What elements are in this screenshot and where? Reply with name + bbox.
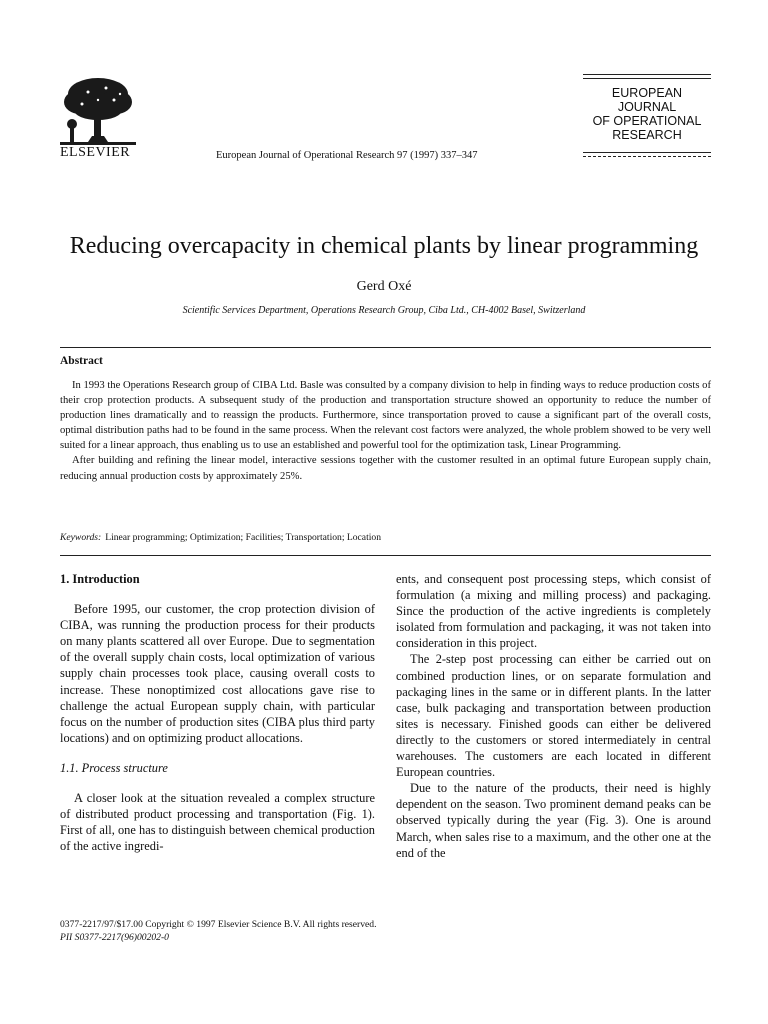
abstract-paragraph: In 1993 the Operations Research group of CIBA Ltd. Basle was consulted by a company division to help in finding ways to reduce production costs of their crop protection products. A subsequent study of the production and transportation structure showed an opportunity to reduce the number of production lines dramatically and to reassign the products. Furthermore, since transportation proved to cause a significant part of the overall costs, optimal distribution paths had to be found in the same process. When the relevant cost factors were analyzed, the whole problem showed to be very well suited for a linear approach, thus enabling us to use an established and powerful tool for the optimization task, Linear Programming. [60, 380, 711, 452]
journal-masthead [583, 74, 711, 160]
body-column-right [396, 571, 711, 861]
journal-name-line: OF OPERATIONAL [592, 114, 702, 128]
journal-name [583, 86, 711, 142]
pii-line: PII S0377-2217(96)00202-0 [60, 932, 169, 943]
body-paragraph: A closer look at the situation revealed a complex structure of distributed product processing and transportation (Fig. 1). First of all, one has to distinguish between chemical production of the active ingredi- [60, 791, 375, 854]
elsevier-tree-logo-icon [58, 72, 138, 152]
journal-name-line: JOURNAL [617, 100, 677, 114]
journal-name-line: RESEARCH [612, 128, 682, 142]
body-paragraph: Before 1995, our customer, the crop protection division of CIBA, was running the production process for their products on many plants scattered all over Europe. Due to segmentation of the overall supply chain costs, local optimization of various supply chain processes took place, causing overall costs to increase. These nonoptimized cost allocations gave rise to challenge the actual European supply chain, with particular focus on the number of production sites (CIBA plus third party locations) and on optimizing product allocations. [60, 602, 375, 745]
masthead-rule-top-inner [583, 78, 711, 79]
subsection-heading: 1.1. Process structure [60, 760, 168, 775]
body-paragraph: ents, and consequent post processing steps, which consist of formulation (a mixing and milling process) and packaging. Since the production of the active ingredients is completely isolated from formulation and packaging, it was not taken into consideration in this project. [396, 572, 711, 651]
copyright-footer [60, 918, 376, 944]
abstract-body [60, 378, 711, 484]
body-paragraph: The 2-step post processing can either be carried out on combined production lines, or on separate formulation and packaging lines in the same or in different plants. In the latter case, bulk packaging and transportation between production sites is necessary. Finished goods can either be delivered directly to the customers or stored intermediately in central warehouses. The customers are each located in different European countries. [396, 652, 711, 780]
body-paragraph: Due to the nature of the products, their need is highly dependent on the season. Two prominent demand peaks can be observed typically during the year (Fig. 3). One is around March, when sales rise to a maximum, and the other one at the end of the [396, 781, 711, 860]
masthead-rule-bottom [583, 152, 711, 153]
keywords [60, 532, 381, 543]
masthead-rule-bottom-inner [583, 156, 711, 157]
copyright-line: 0377-2217/97/$17.00 Copyright © 1997 Elsevier Science B.V. All rights reserved. [60, 919, 377, 930]
author-affiliation: Scientific Services Department, Operations Research Group, Ciba Ltd., CH-4002 Basel, Switzerland [182, 305, 586, 316]
article-title: Reducing overcapacity in chemical plants by linear programming [69, 233, 699, 259]
masthead-rule-top [583, 74, 711, 75]
abstract-heading: Abstract [60, 355, 103, 367]
abstract-bottom-rule [60, 555, 711, 556]
publisher-name: ELSEVIER [60, 145, 131, 160]
body-column-left [60, 571, 375, 854]
journal-citation: European Journal of Operational Research 97 (1997) 337–347 [216, 150, 478, 161]
keywords-list: Linear programming; Optimization; Facilities; Transportation; Location [105, 532, 381, 543]
section-heading: 1. Introduction [60, 572, 140, 586]
keywords-label: Keywords: [60, 532, 102, 543]
abstract-paragraph: After building and refining the linear model, interactive sessions together with the customer resulted in an optimal future European supply chain, reducing annual production costs by approximately 25%. [60, 455, 711, 482]
journal-name-line: EUROPEAN [611, 86, 683, 100]
abstract-top-rule [60, 347, 711, 348]
author-name: Gerd Oxé [356, 279, 412, 294]
